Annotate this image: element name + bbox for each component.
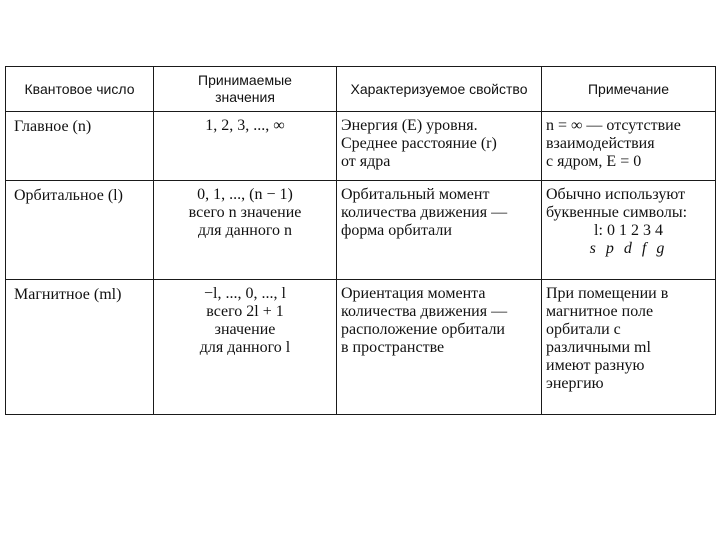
value-line: 0, 1, ..., (n − 1) xyxy=(197,186,293,203)
note-line: энергию xyxy=(546,375,604,392)
header-note: Примечание xyxy=(542,67,716,112)
header-values xyxy=(154,67,337,112)
property-line: Энергия (E) уровня. xyxy=(341,117,478,134)
table-row xyxy=(6,280,716,415)
property-line: количества движения — xyxy=(341,204,508,221)
value-line: всего n значение xyxy=(188,204,302,221)
cell-values xyxy=(154,280,337,415)
cell-name xyxy=(6,280,154,415)
cell-note xyxy=(542,112,716,181)
cell-name xyxy=(6,181,154,280)
quantum-numbers-table xyxy=(5,66,716,415)
cell-property xyxy=(337,280,542,415)
cell-property xyxy=(337,112,542,181)
note-line: Обычно используют xyxy=(546,186,686,203)
value-line: −l, ..., 0, ..., l xyxy=(204,285,286,302)
note-line: различными ml xyxy=(546,339,651,356)
table-row xyxy=(6,112,716,181)
value-line: значение xyxy=(214,321,276,338)
note-line: взаимодействия xyxy=(546,135,655,152)
value-line: для данного l xyxy=(199,339,291,356)
property-line: Орбитальный момент xyxy=(341,186,490,203)
cell-note xyxy=(542,280,716,415)
property-line: Среднее расстояние (r) xyxy=(341,135,497,152)
property-line: от ядра xyxy=(341,153,391,170)
cell-name xyxy=(6,112,154,181)
note-line: с ядром, E = 0 xyxy=(546,153,642,170)
note-line: s p d f g xyxy=(589,240,668,257)
cell-values xyxy=(154,112,337,181)
property-line: расположение орбитали xyxy=(341,321,505,338)
quantum-name: Главное (n) xyxy=(14,118,92,135)
value-line: 1, 2, 3, ..., ∞ xyxy=(205,117,285,134)
note-line: магнитное поле xyxy=(546,303,654,320)
cell-property xyxy=(337,181,542,280)
cell-note xyxy=(542,181,716,280)
header-row xyxy=(6,67,716,112)
note-line: При помещении в xyxy=(546,285,669,302)
header-quantum-number: Квантовое число xyxy=(6,67,154,112)
note-line: имеют разную xyxy=(546,357,645,374)
note-line: n = ∞ — отсутствие xyxy=(546,117,681,134)
header-property: Характеризуемое свойство xyxy=(337,67,542,112)
header-values-text: Принимаемые значения xyxy=(198,72,292,105)
property-line: Ориентация момента xyxy=(341,285,486,302)
property-line: количества движения — xyxy=(341,303,508,320)
property-line: в пространстве xyxy=(341,339,445,356)
note-line: буквенные символы: xyxy=(546,204,688,221)
property-line: форма орбитали xyxy=(341,222,452,239)
cell-values xyxy=(154,181,337,280)
quantum-name: Орбитальное (l) xyxy=(14,187,123,204)
quantum-name: Магнитное (ml) xyxy=(14,286,122,303)
note-line: l: 0 1 2 3 4 xyxy=(594,222,663,239)
value-line: для данного n xyxy=(197,222,292,239)
table-row xyxy=(6,181,716,280)
note-line: орбитали с xyxy=(546,321,621,338)
value-line: всего 2l + 1 xyxy=(206,303,284,320)
